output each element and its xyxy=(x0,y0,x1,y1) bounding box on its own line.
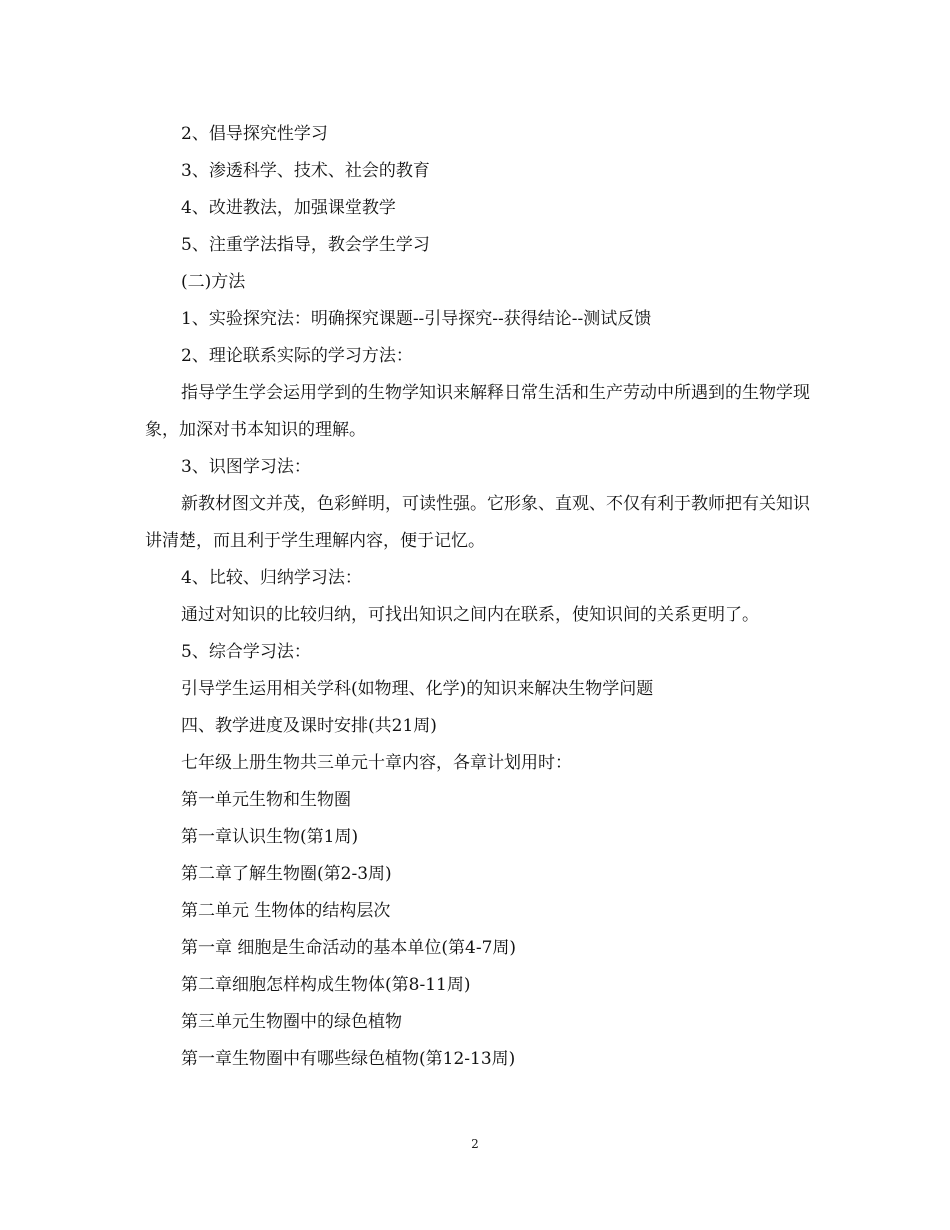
text-line: 5、注重学法指导，教会学生学习 xyxy=(181,235,430,255)
chapter-line: 第一章认识生物(第1周) xyxy=(181,827,359,847)
document-body xyxy=(145,116,815,1078)
text-line: 引导学生运用相关学科(如物理、化学)的知识来解决生物学问题 xyxy=(181,679,654,699)
paragraph: 指导学生学会运用学到的生物学知识来解释日常生活和生产劳动中所遇到的生物学现象，加深对书本知识的理解。 xyxy=(145,383,810,440)
text-line: 4、比较、归纳学习法： xyxy=(181,568,362,588)
text-line: 4、改进教法，加强课堂教学 xyxy=(181,198,396,218)
text-line: 3、渗透科学、技术、社会的教育 xyxy=(181,161,430,181)
text-line: 1、实验探究法：明确探究课题--引导探究--获得结论--测试反馈 xyxy=(181,309,652,329)
section-heading: (二)方法 xyxy=(181,272,246,292)
chapter-line: 第一章生物圈中有哪些绿色植物(第12-13周) xyxy=(181,1049,516,1069)
text-line: 3、识图学习法： xyxy=(181,457,311,477)
text-line: 5、综合学习法： xyxy=(181,642,311,662)
unit-heading: 第二单元 生物体的结构层次 xyxy=(181,901,391,921)
paragraph: 新教材图文并茂，色彩鲜明，可读性强。它形象、直观、不仅有利于教师把有关知识讲清楚，而且利于学生理解内容，便于记忆。 xyxy=(145,494,810,551)
text-line: 2、理论联系实际的学习方法： xyxy=(181,346,413,366)
chapter-line: 第二章了解生物圈(第2-3周) xyxy=(181,864,392,884)
page-number: 2 xyxy=(471,1137,479,1151)
chapter-line: 第二章细胞怎样构成生物体(第8-11周) xyxy=(181,975,471,995)
section-heading: 四、教学进度及课时安排(共21周) xyxy=(181,716,437,736)
paragraph: 通过对知识的比较归纳，可找出知识之间内在联系，使知识间的关系更明了。 xyxy=(181,605,759,625)
text-line: 2、倡导探究性学习 xyxy=(181,124,328,144)
unit-heading: 第三单元生物圈中的绿色植物 xyxy=(181,1012,402,1032)
text-line: 七年级上册生物共三单元十章内容，各章计划用时： xyxy=(181,753,572,773)
unit-heading: 第一单元生物和生物圈 xyxy=(181,790,351,810)
chapter-line: 第一章 细胞是生命活动的基本单位(第4-7周) xyxy=(181,938,517,958)
